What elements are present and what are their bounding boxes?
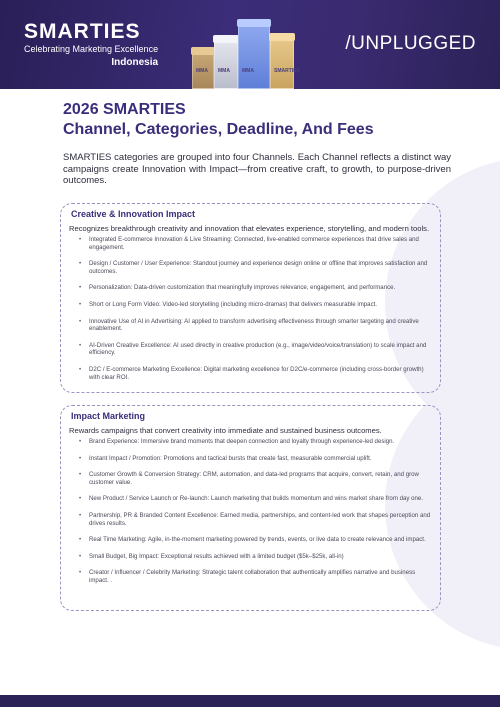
trophy-label: MMA — [218, 68, 230, 74]
header-banner — [0, 0, 500, 89]
section-impact-marketing — [60, 405, 441, 611]
category-list — [79, 438, 435, 594]
list-item: • Integrated E-commerce Innovation & Live Streaming: Connected, live-enabled commerce experiences that drive sales and engagement. — [79, 236, 435, 251]
brand-region: Indonesia — [111, 57, 159, 68]
list-item: • D2C / E-commerce Marketing Excellence: Digital marketing excellence for D2C/e-commerce (including cross-border growth) with clear ROI. — [79, 366, 435, 381]
list-item: • Partnership, PR & Branded Content Excellence: Earned media, partnerships, and content-led work that shapes perception and drives results. — [79, 512, 435, 527]
section-title: Impact Marketing — [71, 411, 146, 421]
list-item: • Customer Growth & Conversion Strategy: CRM, automation, and data-led programs that acquire, convert, retain, and grow customer value. — [79, 471, 435, 486]
section-subtitle: Rewards campaigns that convert creativity into immediate and sustained business outcomes. — [69, 426, 382, 435]
unplugged-logo: /UNPLUGGED — [345, 33, 476, 54]
list-item: • Creator / Influencer / Celebrity Marketing: Strategic talent collaboration that authentically amplifies narrative and business impact. . — [79, 569, 435, 584]
trophy-icon — [192, 51, 214, 89]
list-item: • Short or Long Form Video: Video-led storytelling (including micro-dramas) that delivers measurable impact. — [79, 301, 435, 309]
list-item: • Design / Customer / User Experience: Standout journey and experience design online or offline that improves satisfaction and outcomes. — [79, 260, 435, 275]
trophy-label: SMARTIES — [274, 68, 300, 74]
footer-bar — [0, 695, 500, 707]
list-item: • Innovative Use of AI in Advertising: AI applied to transform advertising effectiveness through smarter targeting and creative enablement. — [79, 318, 435, 333]
brand-name: SMARTIES — [24, 20, 141, 43]
trophy-illustration — [190, 18, 310, 89]
list-item: • Brand Experience: Immersive brand moments that deepen connection and loyalty through experience-led design. — [79, 438, 435, 446]
section-title: Creative & Innovation Impact — [71, 209, 196, 219]
trophy-icon — [270, 37, 300, 89]
page-title — [63, 100, 374, 140]
title-line-1: 2026 SMARTIES — [63, 101, 186, 118]
intro-paragraph: SMARTIES categories are grouped into four Channels. Each Channel reflects a distinct way campaigns create Innovation with Impact—from creative craft, to growth, to purpose-driven outcomes. — [63, 152, 451, 186]
trophy-icon — [238, 23, 270, 89]
category-list — [79, 236, 435, 390]
list-item: • Real Time Marketing: Agile, in-the-moment marketing powered by trends, events, or live data to create relevance and impact. — [79, 536, 435, 544]
trophy-label: MMA — [196, 68, 208, 74]
smarties-logo — [24, 22, 158, 68]
brand-tagline: Celebrating Marketing Excellence — [24, 44, 159, 54]
trophy-icon — [214, 39, 238, 89]
title-line-2: Channel, Categories, Deadline, And Fees — [63, 121, 374, 138]
section-creative-innovation-impact — [60, 203, 441, 393]
list-item: • AI-Driven Creative Excellence: AI used directly in creative production (e.g., image/video/voice/translation) to scale impact and efficiency. — [79, 342, 435, 357]
list-item: • Instant Impact / Promotion: Promotions and tactical bursts that create fast, measurable commercial uplift. — [79, 455, 435, 463]
list-item: • New Product / Service Launch or Re-launch: Launch marketing that builds momentum and wins market share from day one. — [79, 495, 435, 503]
list-item: • Personalization: Data-driven customization that meaningfully improves relevance, engagement, and performance. — [79, 284, 435, 292]
section-subtitle: Recognizes breakthrough creativity and innovation that elevates experience, storytelling, and modern tools. — [69, 224, 430, 233]
list-item: • Small Budget, Big Impact: Exceptional results achieved with a limited budget ($5k–$25k, all-in) — [79, 553, 435, 561]
trophy-label: MMA — [242, 68, 254, 74]
